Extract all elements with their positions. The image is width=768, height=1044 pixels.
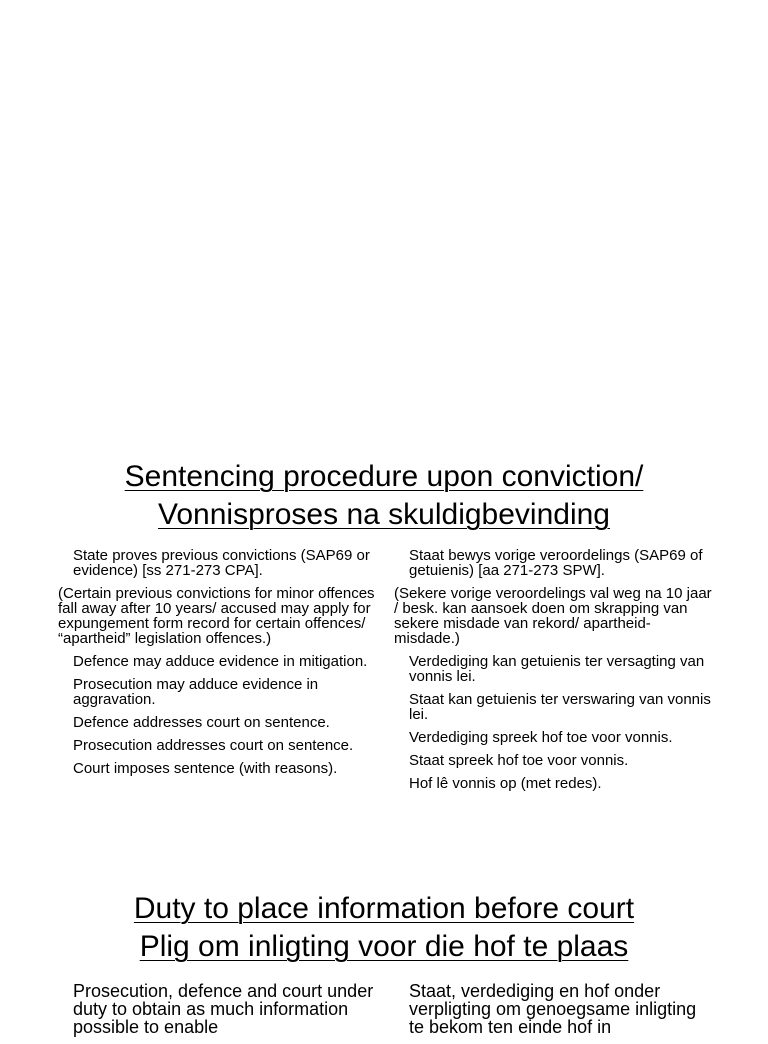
list-item: Defence may adduce evidence in mitigation. [73, 653, 368, 670]
list-item: Staat spreek hof toe voor vonnis. [409, 752, 629, 769]
list-item: Verdediging kan getuienis ter versagting van vonnis lei. [409, 653, 705, 685]
list-item-note: (Sekere vorige veroordelings val weg na 10 jaar / besk. kan aansoek doen om skrapping van sekere misdade van rekord/ apartheid-misdade.) [394, 585, 712, 647]
list-item: Staat, verdediging en hof onder verpligting om genoegsame inligting te bekom ten einde hof in [409, 981, 697, 1037]
list-item: State proves previous convictions (SAP69 or evidence) [ss 271-273 CPA]. [73, 547, 370, 579]
left-column-english [58, 982, 378, 1044]
list-item: Prosecution addresses court on sentence. [73, 737, 354, 754]
list-item: Prosecution, defence and court under duty to obtain as much information possible to enable [73, 981, 374, 1037]
list-item: Hof lê vonnis op (met redes). [409, 775, 602, 792]
left-column-english [58, 548, 378, 784]
list-item: Court imposes sentence (with reasons). [73, 760, 338, 777]
list-item: Verdediging spreek hof toe voor vonnis. [409, 729, 673, 746]
title-line-english: Duty to place information before court [133, 892, 635, 925]
list-item: Defence addresses court on sentence. [73, 714, 330, 731]
list-item: Staat kan getuienis ter verswaring van vonnis lei. [409, 691, 711, 723]
list-item-note: (Certain previous convictions for minor offences fall away after 10 years/ accused may apply for expungement form record for certain offences/ “apartheid” legislation offences.) [58, 585, 375, 647]
list-item: Staat bewys vorige veroordelings (SAP69 of getuienis) [aa 271-273 SPW]. [409, 547, 703, 579]
title-line-english: Sentencing procedure upon conviction/ [124, 460, 644, 493]
list-item: Prosecution may adduce evidence in aggravation. [73, 676, 319, 708]
right-column-afrikaans [394, 548, 714, 799]
title-line-afrikaans: Vonnisproses na skuldigbevinding [158, 498, 610, 531]
title-line-afrikaans: Plig om inligting voor die hof te plaas [139, 930, 629, 963]
right-column-afrikaans [394, 982, 714, 1044]
slide-title-duty [0, 890, 768, 966]
slide-title-sentencing [0, 458, 768, 534]
